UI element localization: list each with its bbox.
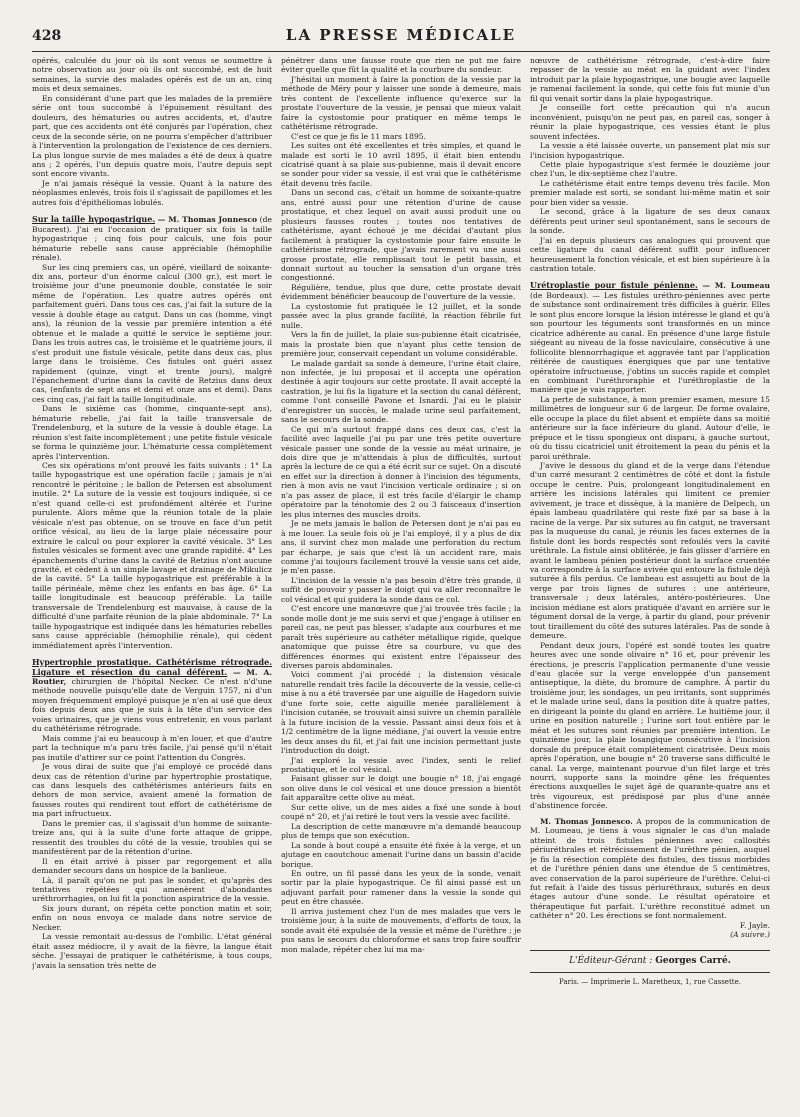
paragraph: C'est encore une manœuvre que j'ai trouvée très facile ; la sonde molle dont je me suis servi et que j'engage à utiliser en pareil cas, ne peut pas blesser, s'adapte aux courbures et me paraît très supérieure au cathéter métallique rigide, quelque anatomique que puisse être sa courbure, vu que des différences énormes qui existent entre l'épaisseur des diverses parois abdominales. <box>281 604 521 670</box>
paragraph: Voici comment j'ai procédé ; la distension vésicale naturelle rendait très facile la découverte de la vessie, celle-ci mise à nu a été traversée par une aiguille de Hagedorn suivie d'une forte soie, cette aiguille menée parallèlement à l'incision cutanée, se trouvait ainsi suivre un chemin parallèle à la future incision de la vessie. Passant ainsi deux fois et à 1/2 centimètre de la ligne médiane, j'ai ouvert la vessie entre les deux anses du fil, et j'ai fait une incision permettant juste l'introduction du doigt. <box>281 670 521 756</box>
paragraph: Le malade gardait sa sonde à demeure, l'urine était claire, non infectée, je lui proposai et il accepta une opération destinée à agir toujours sur cette prostate. Il avait accepté la castration, je lui fis la ligature et la section du canal déférent, comme l'ont conseillé Pavone et Isnardi. J'ai eu le plaisir d'enregistrer un succès, le malade urine seul parfaitement, sans le secours de la sonde. <box>281 358 521 425</box>
paragraph: (de Bordeaux). — Les fistules uréthro-péniennes avec perte de substance sont ordinairement très difficiles à guérir. Elles le sont plus encore lorsque la lésion intéresse le gland et qu'à son pourtour les téguments sont transformés en un mince cicatrice adhérente au canal. En présence d'une large fistule siégeant au niveau de la fosse naviculaire, consécutive à une follicolite blennorrhagique et aggravée tant par l'application réitérée de caustiques énergiques que par une tentative opératoire infructueuse, j'obtins un succès rapide et complet en combinant l'uréthroraphie et l'uréthroplastie de la manière que je vais rapporter. <box>530 290 770 395</box>
paragraph: Vers la fin de juillet, la plaie sus-pubienne était cicatrisée, mais la prostate bien que n'ayant plus cette tension de première jour, conservait cependant un volume considérable. <box>281 330 521 359</box>
paragraph: Le cathétérisme était entre temps devenu très facile. Mon premier malade est sorti, se sondant lui-même matin et soir pour bien vider sa vessie. <box>530 178 770 207</box>
paragraph: Mais comme j'ai eu beaucoup à m'en louer, et que d'autre part la technique m'a paru très facile, j'ai pensé qu'il n'était pas inutile d'attirer sur ce point l'attention du Congrès. <box>32 733 272 762</box>
paragraph: Dans un second cas, c'était un homme de soixante-quatre ans, entré aussi pour une rétention d'urine de cause prostatique, et chez lequel on avait aussi produit une ou plusieurs fausses routes ; toutes nos tentatives de cathétérisme, ayant échoué je me décidai d'autant plus facilement à pratiquer la cystostomie pour faire ensuite le cathétérisme rétrograde, que j'avais rarement vu une aussi grosse prostate, elle remplissait tout le petit bassin, et donnait surtout au toucher la sensation d'un organe très congestionné. <box>281 188 521 283</box>
paragraph: Six jours durant, on répéta cette ponction matin et soir, enfin on nous envoya ce malade dans notre service de Necker. <box>32 903 272 932</box>
paragraph: Faisant glisser sur le doigt une bougie n° 18, j'ai engagé son olive dans le col vésical et une douce pression a bientôt fait apparaître cette olive au méat. <box>281 774 521 803</box>
column-2 <box>281 56 521 1096</box>
paragraph: Je n'ai jamais réséqué la vessie. Quant à la nature des néoplasmes enlevés, trois fois il s'agissait de papillomes et les autres fois d'épithéliomas lobulés. <box>32 178 272 207</box>
paragraph: La perte de substance, à mon premier examen, mesure 15 millimètres de longueur sur 6 de largeur. De forme ovalaire, elle occupe la place du filet absent et empiète dans sa moitié antérieure sur la face inférieure du gland. Autour d'elle, le prépuce et le tissu spongieux ont disparu, à gauche surtout, où du tissu cicatriciel unit étroitement la peau du pénis et la paroi uréthrale. <box>530 394 770 461</box>
paragraph: Cette plaie hypogastrique s'est fermée le douzième jour chez l'un, le dix-septième chez l'autre. <box>530 159 770 179</box>
paragraph: Je conseille fort cette précaution qui n'a aucun inconvénient, puisqu'on ne peut pas, en pareil cas, songer à réunir la plaie hypogastrique, ces vessies étant le plus souvent infectées. <box>530 103 770 141</box>
paragraph: J'ai exploré la vessie avec l'index, senti le relief prostatique, et le col vésical. <box>281 755 521 774</box>
paragraph: La vessie a été laissée ouverte, un pansement plat mis sur l'incision hypogastrique. <box>530 141 770 160</box>
to-be-continued <box>530 930 770 939</box>
paragraph: A propos de la communication de M. Loumeau, je tiens à vous signaler le cas d'un malade atteint de trois fistules péniennes avec callosités périuréthrales et rétrécissement de l'urèthre pénien, auquel je fis la résection complète des fistules, des tissus morbides et de l'urèthre pénien dans une étendue de 5 centimètres, avec conservation de la paroi supérieure de l'urèthre. Celui-ci fut refait à l'aide des tissus périuréthraux, suturés en deux étages autour d'une sonde. Le résultat opératoire et thérapeutique fut parfait. L'urèthre reconstitué admet un cathéter n° 20. Les érections se font normalement. <box>530 816 770 921</box>
section-jonnesco-reply <box>530 817 770 921</box>
column-3 <box>530 56 770 1096</box>
signature: F. Jayle. <box>739 920 770 930</box>
paragraph: Il arriva justement chez l'un de mes malades que vers le troisième jour, à la suite de mouvements, d'efforts de toux, la sonde avait été expulsée de la vessie et même de l'urèthre ; je pus sans le secours du chloroforme et sans trop faire souffrir mon malade, répéter chez lui ma ma- <box>281 906 521 954</box>
paragraph: Ce qui m'a surtout frappé dans ces deux cas, c'est la facilité avec laquelle j'ai pu par une très petite ouverture vésicale passer une sonde de la vessie au méat urinaire, je dois dire que je m'attendais à plus de difficultés, surtout après la lecture de ce qui a été écrit sur ce sujet. On a discuté en effet sur la direction à donner à l'incision des téguments, rien à mon avis ne vaut l'incision verticale ordinaire ; si on n'a pas assez de place, il est très facile d'élargir le champ opératoire par la ténotomie des 2 ou 3 faisceaux d'insertion les plus internes des muscles droits. <box>281 424 521 519</box>
page-header <box>32 26 770 52</box>
section-heading: Urétroplastie pour fistule pénienne. <box>530 280 698 291</box>
section-heading: Hypertrophie prostatique. Cathétérisme rétrograde. Ligature et résection du canal déférent. <box>32 657 272 677</box>
paragraph: Là, il paraît qu'on ne put pas le sonder, et qu'après des tentatives répétées qui amenèrent d'abondantes uréthrorrhagies, on lui fit la ponction aspiratrice de la vessie. <box>32 875 272 904</box>
paragraph: En outre, un fil passé dans les yeux de la sonde, venait sortir par la plaie hypogastrique. Ce fil ainsi passé est un adjuvant parfait pour ramener dans la vessie la sonde qui peut en être chassée. <box>281 868 521 907</box>
paragraph: Dans le sixième cas (homme, cinquante-sept ans), hématurie rebelle, j'ai fait la taille transversale de Trendelenburg, et la suture de la vessie à double étage. La réunion s'est faite incomplètement ; une petite fistule vésicale se forma le quinzième jour. L'hématurie cessa complètement après l'intervention. <box>32 404 272 461</box>
paragraph: Sur les cinq premiers cas, un opéré, vieillard de soixante-dix ans, porteur d'un énorme calcul (300 gr.), est mort le troisième jour d'une pneumonie double, constatée le soir même de l'opération. Les quatre autres opérés ont parfaitement guéri. Dans tous ces cas, j'ai fait la suture de la vessie à double étage au catgut. Dans un cas (homme, vingt ans), la réunion de la vessie par première intention a été obtenue et le malade a quitté le service le septième jour. Dans les trois autres cas, le troisième et le quatrième jours, il s'est produit une fistule vésicale, petite dans deux cas, plus large dans le troisième. Ces fistules ont guéri assez rapidement (quinze, vingt et trente jours), malgré l'épanchement d'urine dans la cavité de Retzius dans deux cas, (enfants de sept ans et demi et onze ans et demi). Dans ces cinq cas, j'ai fait la taille longitudinale. <box>32 262 272 404</box>
editor-label: L'Éditeur-Gérant : <box>569 955 653 966</box>
author-name: — M. A. Routier, <box>32 667 272 686</box>
paragraph: Pendant deux jours, l'opéré est sondé toutes les quatre heures avec une sonde olivaire n° 16 et, pour prévenir les érections, je prescris l'application permanente d'une vessie d'eau glacée sur la verge enveloppée d'un pansement antiseptique, la diète, du bromure de camphre. À partir du troisième jour, les sondages, un peu irritants, sont supprimés et le malade urine seul, dans la position dite à quatre pattes, en dirigeant la pointe du gland en arrière. Le huitième jour, il urine en position naturelle ; l'urine sort tout entière par le méat et les sutures sont réunies par première intention. Le quinzième jour, la plaie losangique consécutive à l'incision dorsale du prépuce était complètement cicatrisée. Deux mois après l'opération, une bougie n° 20 traverse sans difficulté le canal. La verge, maintenant pourvue d'un filet large et très nourri, supporte sans la moindre gêne les fréquentes érections auxquelles le sujet âgé de quarante-quatre ans et très vigoureux, est prédisposé par plus d'une année d'abstinence forcée. <box>530 640 770 811</box>
paragraph: Les suites ont été excellentes et très simples, et quand le malade est sorti le 10 avril 1895, il était bien entendu cicatrisé quant à sa plaie sus-pubienne, mais il devait encore se sonder pour vider sa vessie, il est vrai que le cathétérisme était devenu très facile. <box>281 141 521 188</box>
section-heading: Sur la taille hypogastrique. <box>32 214 156 225</box>
editor-line <box>530 957 770 966</box>
paragraph: Je ne mets jamais le ballon de Petersen dont je n'ai pas eu à me louer. La seule fois où je l'ai employé, il y a plus de dix ans, il survint chez mon malade une perforation du rectum par écharpe, je sais que c'est là un accident rare, mais comme j'ai toujours facilement trouvé la vessie sans cet aide, je m'en passe. <box>281 519 521 576</box>
to-be-continued-text: (A suivre.) <box>730 930 770 940</box>
paragraph: L'incision de la vessie n'a pas besoin d'être très grande, il suffit de pouvoir y passer le doigt qui va aller reconnaître le col vésical et qui guidera la sonde dans ce col. <box>281 575 521 604</box>
paragraph: Le second, grâce à la ligature de ses deux canaux déférents peut uriner seul spontanément, sans le secours de la sonde. <box>530 207 770 236</box>
paragraph: nœuvre de cathétérisme rétrograde, c'est-à-dire faire repasser de la vessie au méat en la guidant avec l'index introduit par la plaie hypogastrique, une bougie avec laquelle je ramenai facilement la sonde, qui cette fois fut munie d'un fil qui venait sortir dans la plaie hypogastrique. <box>530 56 770 103</box>
printer-line: Paris. — Imprimerie L. Maretheux, 1, rue Cassette. <box>530 972 770 987</box>
paragraph: Dans le premier cas, il s'agissait d'un homme de soixante-treize ans, qui à la suite d'une forte attaque de grippe, ressentit des troubles du côté de la vessie, troubles qui se manifestèrent par de la rétention d'urine. <box>32 818 272 857</box>
editor-name: Georges Carré. <box>655 955 731 966</box>
paragraph: chirurgien de l'hôpital Necker. Ce n'est n'd'une méthode nouvelle puisqu'elle date de Verguin 1757, ni d'un moyen fréquemment employé puisque je n'en ai usé que deux fois depuis deux ans que je suis à la tête d'un service des voies urinaires, que je viens vous entretenir, en vous parlant du cathétérisme rétrograde. <box>32 677 272 734</box>
article-columns <box>32 56 770 1096</box>
paragraph: Régulière, tendue, plus que dure, cette prostate devait évidemment bénéficier beaucoup de l'ouverture de la vessie. <box>281 282 521 302</box>
journal-title: LA PRESSE MÉDICALE <box>285 26 517 44</box>
paragraph: La sonde à bout coupé a ensuite été fixée à la verge, et un ajutage en caoutchouc amenait l'urine dans un bassin d'acide borique. <box>281 840 521 869</box>
paragraph: Il en était arrivé à pisser par regorgement et alla demander secours dans un hospice de la banlieue. <box>32 856 272 876</box>
paragraph: Je vous dirai de suite que j'ai employé ce procédé dans deux cas de rétention d'urine par hypertrophie prostatique, cas dans lesquels des cathétérismes antérieurs faits en dehors de mon service, avaient amené la formation de fausses routes qui rendirent tout effort de cathétérisme de ma part infructueux. <box>32 762 272 819</box>
divider <box>530 950 770 951</box>
paragraph: La description de cette manœuvre m'a demandé beaucoup plus de temps que son exécution. <box>281 821 521 841</box>
paragraph: En considérant d'une part que les malades de la première série ont tous succombé à l'épuisement résultant des douleurs, des hématuries ou autres accidents, et, d'autre part, que ces accidents ont été conjurés par l'opération, chez ceux de la seconde série, on ne pourra s'empêcher d'attribuer à l'intervention la prolongation de l'existence de ces derniers. La plus longue survie de mes malades a été de deux à quatre ans ; 2 opérés, l'un depuis quatre mois, l'autre depuis sept sont encore vivants. <box>32 93 272 179</box>
page-number: 428 <box>32 28 62 44</box>
author-name: — M. Thomas Jonnesco <box>157 215 258 225</box>
author-name: M. Thomas Jonnesco. <box>540 816 633 826</box>
paragraph: Ces six opérations m'ont prouvé les faits suivants : 1° La taille hypogastrique est une opération facile ; jamais je n'ai rencontré le péritoine ; le ballon de Petersen est absolument inutile. 2° La suture de la vessie est toujours indiquée, si ce n'est quand celle-ci est profondément altérée et l'urine purulente. Alors même que la réunion totale de la plaie vésicale n'est pas obtenue, on se trouve en face d'un petit orifice vésical, au lieu de la large plaie nécessaire pour extraire le calcul ou pour explorer la cavité vésicale. 3° Les fistules vésicales se forment avec une grande rapidité. 4° Les épanchements d'urine dans la cavité de Retzius n'ont aucune gravité, et cèdent à un simple lavage et drainage de Mikulicz de la cavité. 5° La taille hypogastrique est préférable à la taille périnéale, même chez les enfants en bas âge. 6° La taille longitudinale est beaucoup préférable. La taille transversale de Trendelenburg est mauvaise, à cause de la difficulté d'une parfaite réunion de la plaie abdominale. 7° La taille hypogastrique est indiquée dans les hématuries rebelles sans cause appréciable (hémophilie rénale), qui cèdent immédiatement après l'intervention. <box>32 461 272 650</box>
paragraph: J'hésitai un moment à faire la ponction de la vessie par la méthode de Méry pour y laisser une sonde à demeure, mais très content de l'excellente influence qu'exerce sur la prostate l'ouverture de la vessie, je pensai que mieux valait faire la cystostomie pour pratiquer en même temps le cathétérisme rétrograde. <box>281 74 521 132</box>
paragraph: J'ai en depuis plusieurs cas analogues qui prouvent que cette ligature du canal déférent suffit pour influencer heureusement la fonction vésicale, et est bien supérieure à la castration totale. <box>530 235 770 273</box>
paragraph: (de Bucarest). J'ai eu l'occasion de pratiquer six fois la taille hypogastrique ; cinq fois pour calculs, une fois pour hématurie rebelle sans cause appréciable (hémophilie rénale). <box>32 215 272 263</box>
paragraph: opérés, calculée du jour où ils sont venus se soumettre à notre observation au jour où ils ont succombé, est de huit semaines, la survie des malades opérés est de un an, cinq mois et deux semaines. <box>32 56 272 94</box>
paragraph: C'est ce que je fis le 11 mars 1895. <box>291 131 427 141</box>
paragraph: La cystostomie fut pratiquée le 12 juillet, et la sonde passée avec la plus grande facilité, la réaction fébrile fut nulle. <box>281 301 521 330</box>
paragraph: Sur cette olive, un de mes aides a fixé une sonde à bout coupé n° 20, et j'ai retiré le tout vers la vessie avec facilité. <box>281 802 521 822</box>
paragraph: pénétrer dans une fausse route que rien ne put me faire éviter quelle que fût la qualité et la courbure du sondeur. <box>281 56 521 75</box>
paragraph: La vessie remontait au-dessus de l'ombilic. L'état général était assez médiocre, il y avait de la fièvre, la langue était sèche. J'essayai de pratiquer le cathétérisme, à tous coups, j'avais la sensation très nette de <box>32 932 272 970</box>
column-1 <box>32 56 272 1096</box>
paragraph: J'avive le dessous du gland et de la verge dans l'étendue d'un carré mesurant 2 centimètres de côté et dont la fistule occupe le centre. Puis, prolongeant longitudinalement en arrière les incisions latérales qui limitent ce premier avivement, je trace et dissèque, à la manière de Delpech, un épais lambeau quadrilatère qui reste fixé par sa base à la racine de la verge. Par six sutures au fin catgut, ne traversant pas la muqueuse du canal, je réunis les faces externes de la fistule dont les bords respectés sont refoulés vers la cavité uréthrale. La fistule ainsi oblitérée, je fais glisser d'arrière en avant le lambeau pénien postérieur dont la surface cruentée va correspondre à la surface avivée qui entoure la fistule déjà suturée à fils perdus. Ce lambeau est assujetti au bout de la verge par trois lignes de sutures : une antérieure, transversale ; deux latérales, antéro-postérieures. Une incision médiane est alors pratiquée d'avant en arrière sur le tégument dorsal de la verge, à partir du gland, pour prévenir tout tiraillement du côté des sutures latérales. Pas de sonde à demeure. <box>530 461 770 641</box>
author-name: — M. Loumeau <box>702 281 770 291</box>
